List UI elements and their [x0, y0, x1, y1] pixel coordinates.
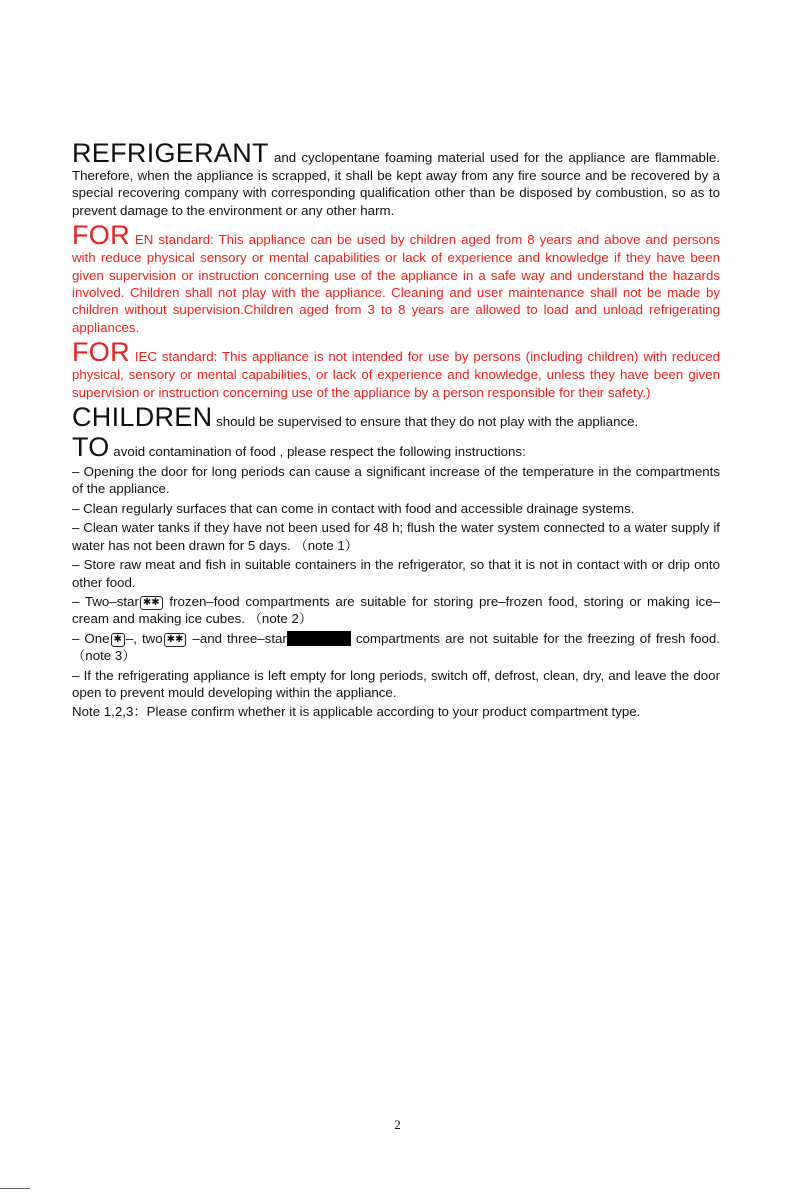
children-text: should be supervised to ensure that they do not play with the appliance.: [212, 414, 639, 430]
instruction-clean-surfaces: – Clean regularly surfaces that can come in contact with food and accessible drainage systems.: [72, 500, 635, 516]
note-compartment-type: Note 1,2,3：Please confirm whether it is applicable according to your product compartment type.: [72, 704, 641, 720]
refrigerant-heading: REFRIGERANT: [72, 138, 269, 168]
refrigerant-text: and cyclopentane foaming material used for the appliance are flammable. Therefore, when the appliance is scrapped, it shall be kept away from any fire source and be recovered by a special recovering company with corresponding qualification other than be disposed by combustion, so as to prevent damage to the environment or any other harm.: [72, 150, 720, 218]
children-heading: CHILDREN: [72, 402, 213, 433]
for-en-paragraph: [72, 222, 720, 336]
two-star-icon: ✱✱: [164, 633, 187, 647]
for-en-text: EN standard: This appliance can be used by children aged from 8 years and above and persons with reduce physical sensory or mental capabilities or lack of experience and knowledge if they have been given supervision or instruction concerning use of the appliance in a safe way and understand the hazards involved. Children shall not play with the appliance. Cleaning and user maintenance shall not be made by children without supervision.Children aged from 3 to 8 years are allowed to load and unload refrigerating appliances.: [72, 232, 720, 335]
refrigerant-paragraph: [72, 140, 720, 219]
instruction-opening-door: – Opening the door for long periods can cause a significant increase of the temperature in the compartments of the appliance.: [72, 464, 720, 497]
document-body: [72, 140, 720, 721]
three-star-redacted-icon: [287, 631, 351, 646]
instruction-two-star: – Two–star ✱✱ frozen–food compartments are suitable for storing pre–frozen food, storing or making ice–cream and making ice cubes. （note 2）: [72, 593, 720, 627]
children-paragraph: [72, 404, 720, 431]
for-iec-text: IEC standard: This appliance is not intended for use by persons (including children) with reduced physical, sensory or mental capabilities, or lack of experience and knowledge, unless they have been given supervision or instruction concerning use of the appliance by a person responsible for their safety.): [72, 349, 720, 400]
one-star-icon: ✱: [111, 633, 125, 647]
to-heading: TO: [72, 432, 110, 463]
instruction-empty-appliance: – If the refrigerating appliance is left empty for long periods, switch off, defrost, clean, dry, and leave the door open to prevent mould developing within the appliance.: [72, 667, 720, 700]
for-iec-heading: FOR: [72, 337, 130, 368]
instruction-water-tanks: – Clean water tanks if they have not been used for 48 h; flush the water system connected to a water supply if water has not been drawn for 5 days. （note 1）: [72, 520, 720, 553]
page-number: 2: [394, 1117, 401, 1132]
instruction-star-compartments: – One ✱ –, two ✱✱ –and three–star compartments are not suitable for the freezing of fresh food.（note 3）: [72, 630, 720, 664]
to-paragraph: [72, 434, 720, 461]
bottom-edge-mark: [0, 1188, 30, 1189]
two-star-icon: ✱✱: [140, 596, 163, 610]
for-en-heading: FOR: [72, 220, 130, 251]
for-iec-paragraph: [72, 339, 720, 401]
to-text: avoid contamination of food , please respect the following instructions:: [109, 444, 526, 460]
instruction-store-meat: – Store raw meat and fish in suitable containers in the refrigerator, so that it is not in contact with or drip onto other food.: [72, 557, 720, 590]
